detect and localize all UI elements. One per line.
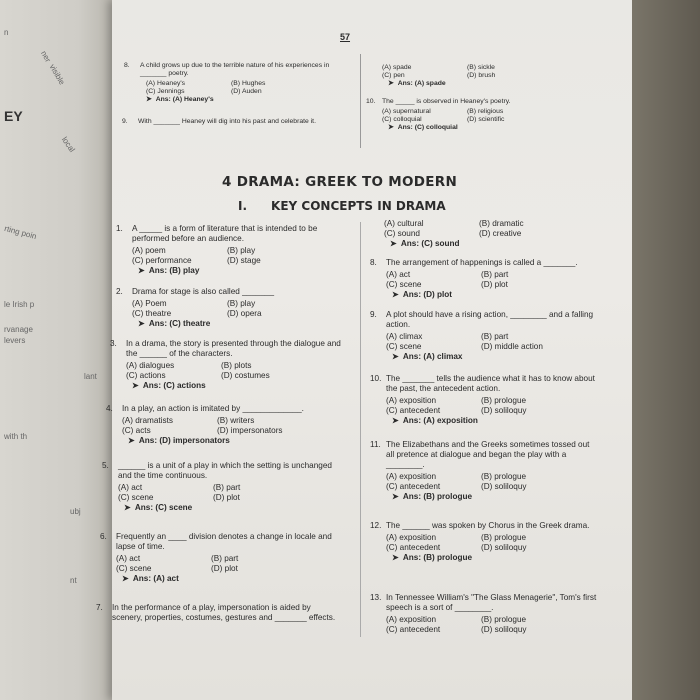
question bbox=[116, 287, 344, 329]
option: (C) scene bbox=[116, 564, 152, 573]
option: (B) prologue bbox=[481, 615, 527, 624]
book-page bbox=[96, 0, 632, 700]
prev-page-fragment: nt bbox=[70, 576, 77, 585]
arrow-icon: ➤ bbox=[392, 352, 399, 361]
prev-page-fragment: ubj bbox=[70, 507, 81, 516]
arrow-icon: ➤ bbox=[388, 80, 394, 87]
question-stem: With _______ Heaney will dig into his past and celebrate it. bbox=[138, 118, 316, 125]
question-number: 12. bbox=[370, 521, 382, 530]
question-stem: In Tennessee William's "The Glass Menagerie", Tom's first speech is a sort of ________. bbox=[386, 593, 597, 612]
question-stem: Drama for stage is also called _______ bbox=[132, 287, 274, 296]
option: (D) middle action bbox=[481, 342, 543, 351]
page-number: 57 bbox=[340, 32, 351, 42]
answer: ➤ Ans: (A) act bbox=[122, 574, 179, 583]
question bbox=[110, 339, 344, 391]
arrow-icon: ➤ bbox=[390, 239, 397, 248]
option: (B) sickle bbox=[467, 64, 495, 71]
option: (C) antecedent bbox=[386, 482, 441, 491]
option: (D) plot bbox=[481, 280, 508, 289]
option: (B) part bbox=[481, 332, 509, 341]
option: (A) climax bbox=[386, 332, 423, 341]
answer: ➤ Ans: (B) prologue bbox=[392, 553, 473, 562]
question bbox=[370, 374, 598, 426]
option: (C) scene bbox=[386, 342, 422, 351]
question bbox=[370, 440, 598, 502]
option: (B) plots bbox=[221, 361, 252, 370]
prev-page-fragment: n bbox=[4, 28, 9, 37]
question-stem: In a play, an action is imitated by _____________. bbox=[122, 404, 304, 413]
option: (A) Heaney's bbox=[146, 80, 186, 87]
option: (C) antecedent bbox=[386, 406, 441, 415]
option: (C) antecedent bbox=[386, 543, 441, 552]
answer: ➤ Ans: (D) plot bbox=[392, 290, 452, 299]
question-number: 9. bbox=[370, 310, 377, 319]
question-stem: A child grows up due to the terrible nature of his experiences in _______ poetry. bbox=[140, 62, 330, 77]
question bbox=[370, 310, 598, 362]
option: (A) act bbox=[116, 554, 141, 563]
option: (C) theatre bbox=[132, 309, 172, 318]
option: (D) plot bbox=[211, 564, 238, 573]
arrow-icon: ➤ bbox=[128, 436, 135, 445]
question-number: 8. bbox=[370, 258, 377, 267]
question-number: 5. bbox=[102, 461, 109, 470]
question-number: 13. bbox=[370, 593, 382, 602]
question-number: 7. bbox=[96, 603, 103, 612]
option: (A) exposition bbox=[386, 615, 437, 624]
prev-page-fragment: rting poin bbox=[3, 223, 38, 242]
arrow-icon: ➤ bbox=[122, 574, 129, 583]
question-stem: Frequently an ____ division denotes a change in locale and lapse of time. bbox=[116, 532, 332, 551]
question bbox=[370, 521, 598, 563]
answer: ➤ Ans: (A) climax bbox=[392, 352, 463, 361]
option: (D) scientific bbox=[467, 116, 505, 123]
question bbox=[106, 404, 342, 446]
arrow-icon: ➤ bbox=[146, 96, 152, 103]
option: (D) costumes bbox=[221, 371, 270, 380]
option: (D) soliloquy bbox=[481, 543, 527, 552]
option: (A) dramatists bbox=[122, 416, 173, 425]
answer: ➤ Ans: (D) impersonators bbox=[128, 436, 230, 445]
answer: ➤ Ans: (C) theatre bbox=[138, 319, 211, 328]
option: (A) supernatural bbox=[382, 108, 431, 115]
option: (C) antecedent bbox=[386, 625, 441, 634]
answer: ➤ Ans: (C) actions bbox=[132, 381, 206, 390]
option: (A) exposition bbox=[386, 396, 437, 405]
option: (B) prologue bbox=[481, 396, 527, 405]
option: (C) Jennings bbox=[146, 88, 185, 95]
question bbox=[122, 118, 338, 126]
option: (B) play bbox=[227, 299, 256, 308]
option: (A) cultural bbox=[384, 219, 424, 228]
option: (A) exposition bbox=[386, 533, 437, 542]
column-divider bbox=[360, 54, 361, 148]
section-heading-text: KEY CONCEPTS IN DRAMA bbox=[271, 199, 446, 213]
option: (D) soliloquy bbox=[481, 625, 527, 634]
answer: ➤ Ans: (A) Heaney's bbox=[146, 96, 214, 103]
arrow-icon: ➤ bbox=[392, 290, 399, 299]
question-stem: A plot should have a rising action, ________ and a falling action. bbox=[386, 310, 594, 329]
prev-page-fragment: EY bbox=[4, 108, 23, 124]
previous-page-edge bbox=[0, 0, 112, 700]
option: (C) colloquial bbox=[382, 116, 422, 123]
arrow-icon: ➤ bbox=[132, 381, 139, 390]
option: (B) part bbox=[481, 270, 509, 279]
arrow-icon: ➤ bbox=[138, 266, 145, 275]
question bbox=[100, 532, 342, 584]
section-title bbox=[238, 199, 446, 213]
question-stem: In the performance of a play, impersonation is aided by scenery, properties, costumes, gestures and _______ effects. bbox=[112, 603, 336, 622]
option: (B) prologue bbox=[481, 472, 527, 481]
question-number: 2. bbox=[116, 287, 123, 296]
question bbox=[370, 593, 600, 635]
option: (C) actions bbox=[126, 371, 166, 380]
answer: ➤ Ans: (C) scene bbox=[124, 503, 193, 512]
prev-page-fragment: lant bbox=[84, 372, 97, 381]
question-number: 11. bbox=[370, 440, 381, 449]
prev-page-fragment: local bbox=[59, 135, 77, 154]
question-number: 9. bbox=[122, 118, 128, 125]
question bbox=[102, 461, 340, 513]
answer: ➤ Ans: (A) exposition bbox=[392, 416, 478, 425]
prev-page-fragment: levers bbox=[4, 336, 26, 345]
option: (A) poem bbox=[132, 246, 166, 255]
question-stem: The _____ is observed in Heaney's poetry. bbox=[382, 98, 511, 105]
question bbox=[96, 603, 340, 623]
arrow-icon: ➤ bbox=[138, 319, 145, 328]
option: (D) opera bbox=[227, 309, 262, 318]
arrow-icon: ➤ bbox=[392, 553, 399, 562]
option: (D) impersonators bbox=[217, 426, 283, 435]
option: (D) creative bbox=[479, 229, 522, 238]
answer: ➤ Ans: (C) sound bbox=[390, 239, 460, 248]
question bbox=[116, 224, 344, 276]
option: (B) part bbox=[211, 554, 239, 563]
question-number: 6. bbox=[100, 532, 107, 541]
question bbox=[382, 64, 572, 88]
option: (B) religious bbox=[467, 108, 504, 115]
prev-page-fragment: visible bbox=[47, 62, 67, 87]
question-number: 8. bbox=[124, 62, 130, 69]
option: (C) sound bbox=[384, 229, 420, 238]
answer: ➤ Ans: (A) spade bbox=[388, 80, 446, 87]
answer: ➤ Ans: (C) colloquial bbox=[388, 124, 458, 131]
question-number: 4. bbox=[106, 404, 113, 413]
question-stem: A _____ is a form of literature that is intended to be performed before an audience. bbox=[132, 224, 318, 243]
question-stem: The Elizabethans and the Greeks sometimes tossed out all pretence at dialogue and began the play with a ________. bbox=[386, 440, 590, 469]
option: (C) scene bbox=[386, 280, 422, 289]
option: (B) part bbox=[213, 483, 241, 492]
prev-page-fragment: le Irish p bbox=[4, 300, 35, 309]
question bbox=[384, 219, 594, 249]
arrow-icon: ➤ bbox=[388, 124, 394, 131]
option: (D) stage bbox=[227, 256, 261, 265]
question bbox=[366, 98, 572, 132]
prev-page-fragment: ner bbox=[38, 49, 53, 64]
option: (A) Poem bbox=[132, 299, 167, 308]
option: (B) prologue bbox=[481, 533, 527, 542]
option: (A) exposition bbox=[386, 472, 437, 481]
question bbox=[370, 258, 596, 300]
option: (B) dramatic bbox=[479, 219, 524, 228]
option: (D) soliloquy bbox=[481, 482, 527, 491]
option: (C) pen bbox=[382, 72, 405, 79]
option: (A) dialogues bbox=[126, 361, 175, 370]
option: (A) act bbox=[386, 270, 411, 279]
prev-page-fragment: with th bbox=[4, 432, 28, 441]
chapter-title: 4 DRAMA: GREEK TO MODERN bbox=[222, 174, 458, 190]
question bbox=[124, 62, 336, 104]
option: (A) spade bbox=[382, 64, 412, 71]
question-number: 1. bbox=[116, 224, 123, 233]
option: (B) play bbox=[227, 246, 256, 255]
arrow-icon: ➤ bbox=[392, 492, 399, 501]
arrow-icon: ➤ bbox=[124, 503, 131, 512]
option: (B) Hughes bbox=[231, 80, 266, 87]
background-surface bbox=[632, 0, 700, 700]
question-stem: The arrangement of happenings is called a _______. bbox=[386, 258, 578, 267]
question-stem: ______ is a unit of a play in which the setting is unchanged and the time continuous. bbox=[118, 461, 332, 480]
option: (C) performance bbox=[132, 256, 192, 265]
section-number: I. bbox=[238, 199, 248, 213]
option: (B) writers bbox=[217, 416, 255, 425]
option: (D) Auden bbox=[231, 88, 262, 95]
option: (A) act bbox=[118, 483, 143, 492]
question-number: 10. bbox=[370, 374, 382, 383]
answer: ➤ Ans: (B) prologue bbox=[392, 492, 473, 501]
question-stem: The _______ tells the audience what it has to know about the past, the antecedent action. bbox=[386, 374, 595, 393]
option: (D) plot bbox=[213, 493, 240, 502]
option: (C) scene bbox=[118, 493, 154, 502]
option: (C) acts bbox=[122, 426, 151, 435]
question-stem: In a drama, the story is presented through the dialogue and the ______ of the characters. bbox=[126, 339, 341, 358]
question-number: 3. bbox=[110, 339, 117, 348]
option: (D) soliloquy bbox=[481, 406, 527, 415]
prev-page-fragment: rvanage bbox=[4, 325, 33, 334]
question-stem: The ______ was spoken by Chorus in the Greek drama. bbox=[386, 521, 590, 530]
column-divider bbox=[360, 222, 361, 637]
arrow-icon: ➤ bbox=[392, 416, 399, 425]
question-number: 10. bbox=[366, 98, 376, 105]
option: (D) brush bbox=[467, 72, 496, 79]
answer: ➤ Ans: (B) play bbox=[138, 266, 200, 275]
